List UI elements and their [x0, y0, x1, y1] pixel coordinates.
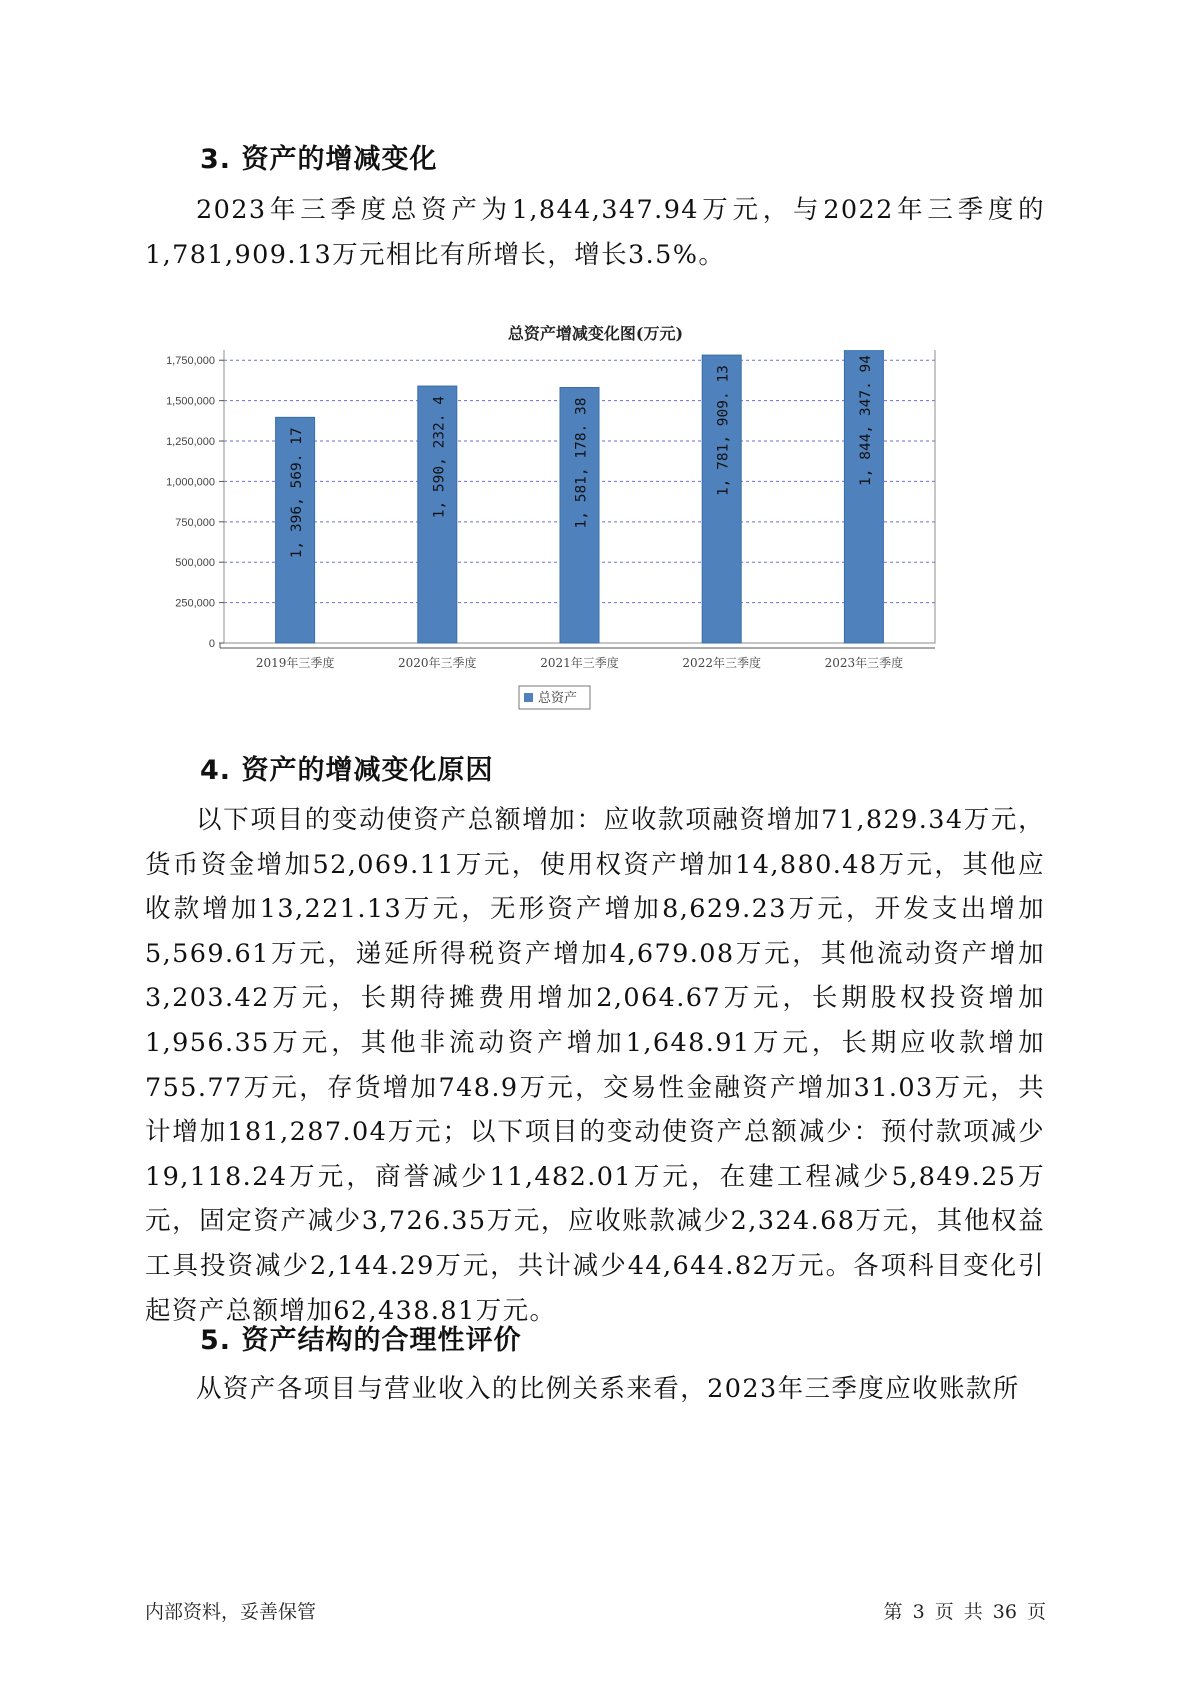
total-assets-bar-chart [160, 350, 960, 720]
data-label: 1, 581, 178. 38 [573, 397, 590, 529]
legend-swatch [524, 693, 533, 702]
data-label: 1, 781, 909. 13 [715, 365, 732, 497]
chart-data-labels [289, 355, 874, 559]
legend-label: 总资产 [538, 691, 578, 706]
y-tick-label: 1,250,000 [166, 436, 215, 449]
chart-legend [519, 686, 590, 709]
y-tick-label: 1,750,000 [166, 355, 215, 368]
footer-confidential-note: 内部资料，妥善保管 [145, 1601, 317, 1623]
data-label: 1, 396, 569. 17 [289, 427, 306, 559]
paragraph-asset-change: 2023年三季度总资产为1,844,347.94万元，与2022年三季度的1,781,909.13万元相比有所增长，增长3.5%。 [145, 195, 1045, 270]
chart-title: 总资产增减变化图(万元) [507, 324, 684, 343]
data-label: 1, 844, 347. 94 [857, 354, 874, 486]
section-heading-change-reasons: 4. 资产的增减变化原因 [200, 755, 494, 786]
y-tick-label: 1,500,000 [166, 395, 215, 408]
section-heading-asset-change: 3. 资产的增减变化 [200, 144, 438, 175]
footer-page-number: 第 3 页 共 36 页 [883, 1601, 1046, 1623]
y-tick-label: 1,000,000 [166, 476, 215, 489]
x-tick-label: 2022年三季度 [682, 656, 761, 670]
paragraph-structure-evaluation: 从资产各项目与营业收入的比例关系来看，2023年三季度应收账款所 [196, 1374, 1020, 1404]
x-tick-label: 2023年三季度 [824, 656, 904, 670]
paragraph-change-reasons: 以下项目的变动使资产总额增加：应收款项融资增加71,829.34万元，货币资金增加52,069.11万元，使用权资产增加14,880.48万元，其他应收款增加13,221.13万元，无形资产增加8,629.23万元，开发支出增加5,569.61万元，递延所得税资产增加4,679.08万元，其他流动资产增加3,203.42万元，长期待摊费用增加2,064.67万元，长期股权投资增加1,956.35万元，其他非流动资产增加1,648.91万元，长期应收款增加755.77万元，存货增加748.9万元，交易性金融资产增加31.03万元，共计增加181,287.04万元；以下项目的变动使资产总额减少：预付款项减少19,118.24万元，商誉减少11,482.01万元，在建工程减少5,849.25万元，固定资产减少3,726.35万元，应收账款减少2,324.68万元，其他权益工具投资减少2,144.29万元，共计减少44,644.82万元。各项科目变化引起资产总额增加62,438.81万元。 [145, 805, 1045, 1326]
y-tick-label: 250,000 [175, 597, 215, 610]
x-tick-label: 2021年三季度 [540, 656, 619, 670]
x-tick-label: 2019年三季度 [255, 656, 335, 670]
y-tick-label: 500,000 [175, 557, 215, 570]
data-label: 1, 590, 232. 4 [431, 396, 448, 519]
y-tick-label: 750,000 [175, 516, 215, 529]
y-tick-label: 0 [208, 638, 215, 650]
x-tick-label: 2020年三季度 [398, 656, 477, 670]
section-heading-structure-evaluation: 5. 资产结构的合理性评价 [200, 1325, 522, 1356]
